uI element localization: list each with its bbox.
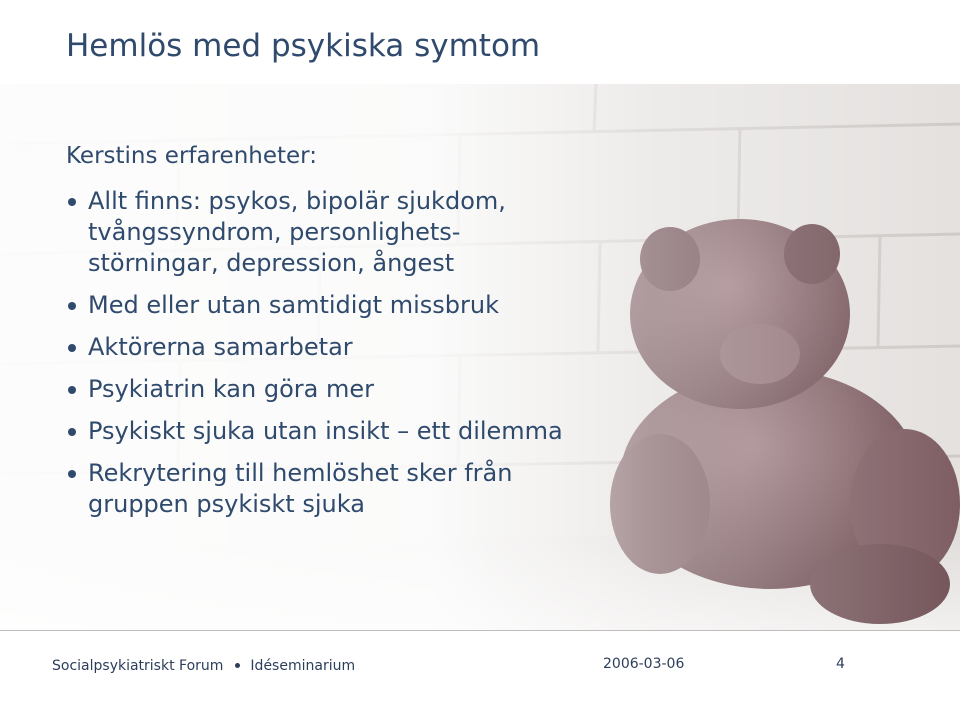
bullet-dot-icon: [68, 470, 76, 478]
slide-title: Hemlös med psykiska symtom: [66, 28, 541, 64]
footer-source: [52, 658, 355, 674]
content-area: [66, 140, 666, 531]
list-item: [66, 290, 666, 321]
footer-organization: Socialpsykiatriskt Forum: [52, 658, 224, 674]
bullet-line: tvångssyndrom, personlighets-: [88, 218, 461, 246]
separator-dot-icon: [235, 663, 240, 668]
list-item: [66, 186, 666, 279]
bullet-line: Psykiatrin kan göra mer: [88, 375, 374, 403]
bullet-line: Psykiskt sjuka utan insikt – ett dilemma: [88, 417, 563, 445]
footer-date: 2006-03-06: [603, 656, 685, 672]
list-item: [66, 374, 666, 405]
bullet-line: Rekrytering till hemlöshet sker från: [88, 459, 513, 487]
footer-event: Idéseminarium: [250, 658, 356, 674]
bullet-dot-icon: [68, 386, 76, 394]
bullet-dot-icon: [68, 344, 76, 352]
bullet-line: störningar, depression, ångest: [88, 249, 455, 277]
bullet-list: [66, 186, 666, 520]
subheading: Kerstins erfarenheter:: [66, 143, 317, 169]
bullet-dot-icon: [68, 428, 76, 436]
bullet-line: Aktörerna samarbetar: [88, 333, 353, 361]
title-bar: [0, 0, 960, 84]
footer: [0, 631, 960, 715]
list-item: [66, 332, 666, 363]
list-item: [66, 416, 666, 447]
bullet-dot-icon: [68, 302, 76, 310]
bullet-line: gruppen psykiskt sjuka: [88, 490, 365, 518]
bullet-line: Allt finns: psykos, bipolär sjukdom,: [88, 187, 506, 215]
page-number: 4: [836, 656, 845, 672]
list-item: [66, 458, 666, 520]
bullet-line: Med eller utan samtidigt missbruk: [88, 291, 499, 319]
bullet-dot-icon: [68, 198, 76, 206]
